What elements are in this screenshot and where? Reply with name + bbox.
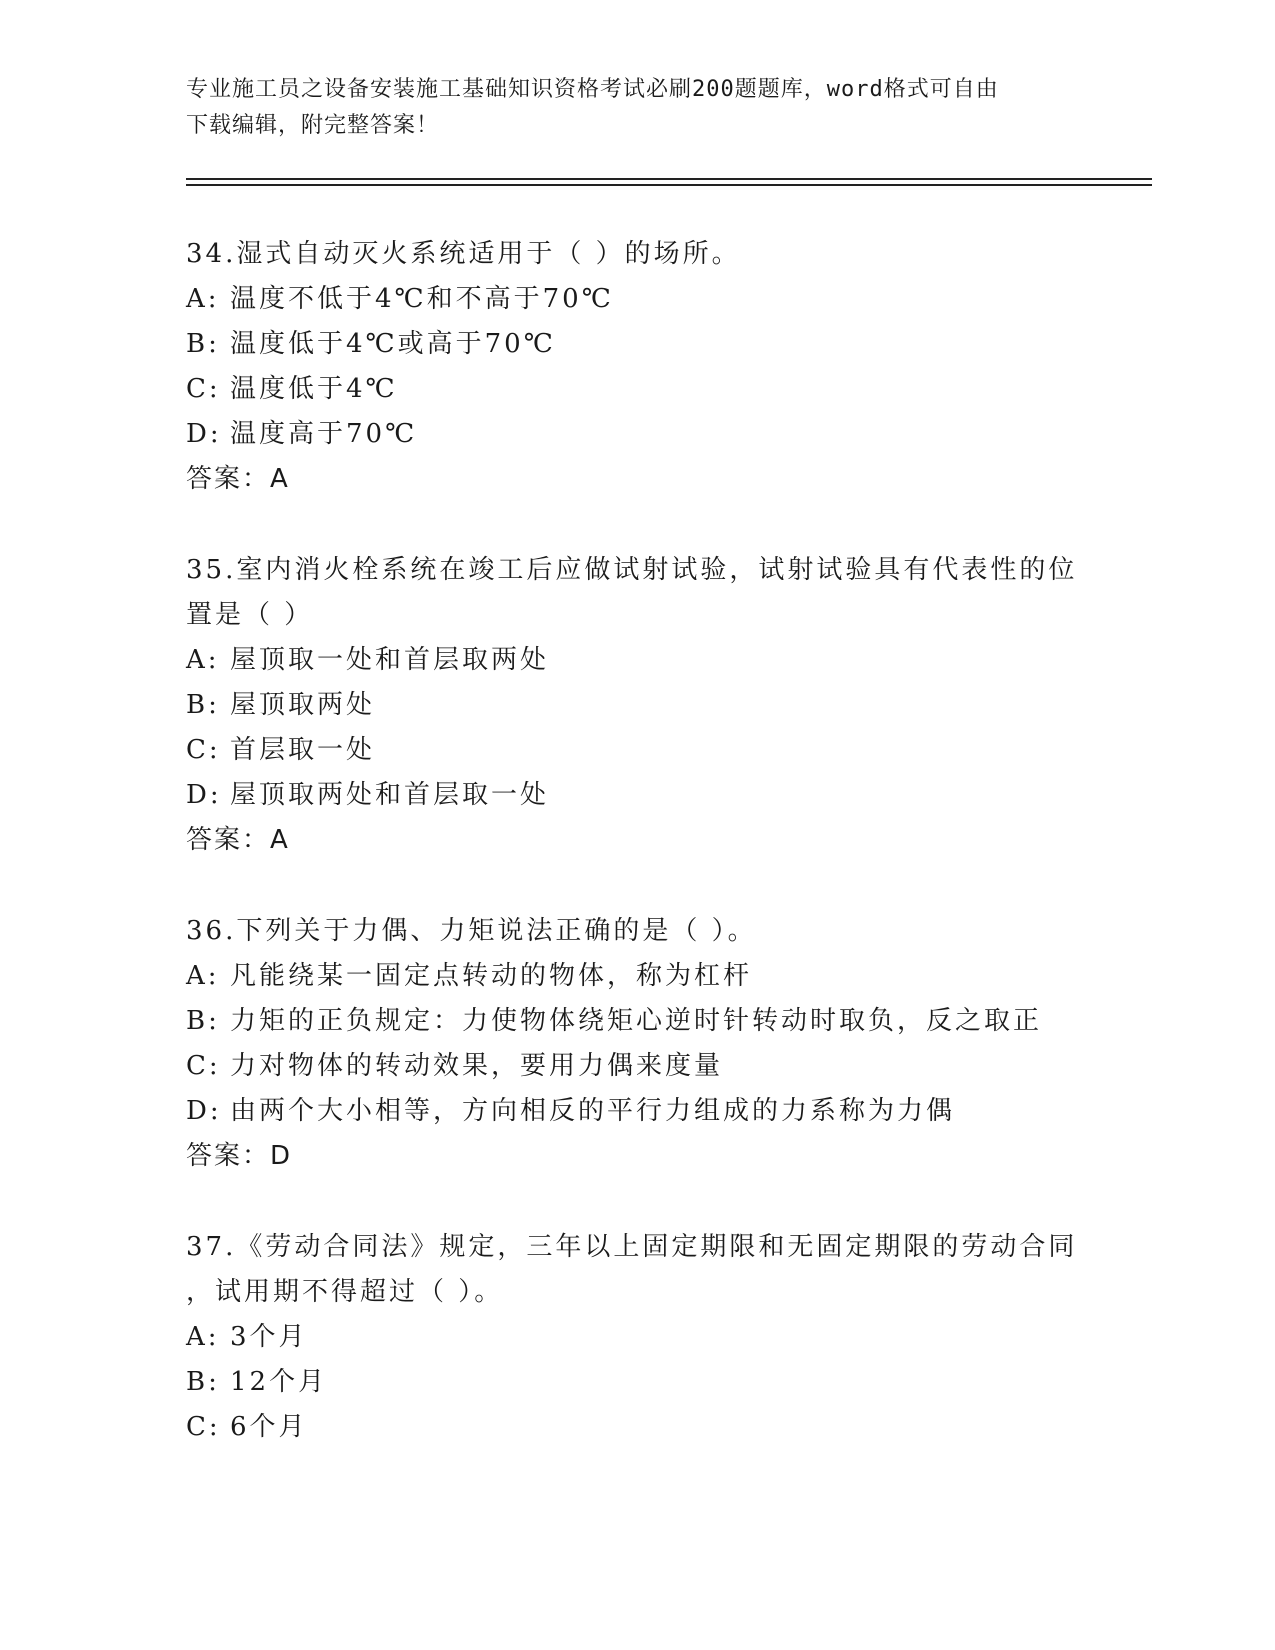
answer-line: 答案：A (186, 464, 290, 494)
option-letter: D: (186, 1096, 222, 1126)
option-d (186, 773, 1086, 818)
header-line-2: 下载编辑，附完整答案！ (186, 113, 440, 138)
option-text: 屋顶取两处 (230, 690, 376, 720)
option-d (186, 412, 1086, 457)
option-b (186, 1360, 1086, 1405)
option-a (186, 638, 1086, 683)
header-divider-bottom (186, 184, 1152, 186)
question-stem-line-2: ，试用期不得超过（ ）。 (186, 1277, 504, 1307)
option-text: 6个月 (230, 1412, 308, 1442)
option-d (186, 1089, 1086, 1134)
document-header (186, 72, 1066, 144)
option-letter: A: (186, 961, 220, 991)
option-text: 温度低于4℃或高于70℃ (230, 329, 556, 359)
option-text: 温度高于70℃ (230, 419, 418, 449)
option-letter: A: (186, 1322, 220, 1352)
question-stem-line-1: 35.室内消火栓系统在竣工后应做试射试验，试射试验具有代表性的位 (186, 555, 1078, 585)
question-36 (186, 909, 1086, 1179)
option-b (186, 683, 1086, 728)
option-letter: A: (186, 645, 220, 675)
question-35 (186, 548, 1086, 863)
option-letter: B: (186, 690, 220, 720)
option-letter: D: (186, 419, 222, 449)
option-text: 力对物体的转动效果，要用力偶来度量 (230, 1051, 724, 1081)
option-text: 屋顶取两处和首层取一处 (230, 780, 550, 810)
option-letter: D: (186, 780, 222, 810)
option-letter: B: (186, 1006, 220, 1036)
option-letter: C: (186, 1412, 221, 1442)
question-34 (186, 232, 1086, 502)
option-c (186, 1044, 1086, 1089)
option-letter: C: (186, 374, 221, 404)
option-text: 由两个大小相等，方向相反的平行力组成的力系称为力偶 (230, 1096, 956, 1126)
option-text: 12个月 (230, 1367, 328, 1397)
question-list (186, 232, 1086, 1496)
header-divider-top (186, 178, 1152, 180)
option-text: 温度低于4℃ (230, 374, 398, 404)
option-text: 首层取一处 (230, 735, 376, 765)
option-letter: C: (186, 1051, 221, 1081)
option-c (186, 367, 1086, 412)
option-letter: A: (186, 284, 220, 314)
question-stem-line-2: 置是（ ） (186, 600, 314, 630)
option-a (186, 277, 1086, 322)
option-text: 屋顶取一处和首层取两处 (230, 645, 550, 675)
answer-line: 答案：D (186, 1141, 293, 1171)
option-a (186, 954, 1086, 999)
question-stem: 34.湿式自动灭火系统适用于（ ）的场所。 (186, 239, 741, 269)
option-c (186, 1405, 1086, 1450)
option-c (186, 728, 1086, 773)
answer-line: 答案：A (186, 825, 290, 855)
option-a (186, 1315, 1086, 1360)
option-letter: C: (186, 735, 221, 765)
question-stem-line-1: 37.《劳动合同法》规定，三年以上固定期限和无固定期限的劳动合同 (186, 1232, 1078, 1262)
question-37 (186, 1225, 1086, 1450)
option-text: 3个月 (230, 1322, 308, 1352)
option-text: 力矩的正负规定：力使物体绕矩心逆时针转动时取负，反之取正 (230, 1006, 1043, 1036)
option-letter: B: (186, 1367, 220, 1397)
option-b (186, 999, 1086, 1044)
question-stem: 36.下列关于力偶、力矩说法正确的是（ ）。 (186, 916, 757, 946)
header-line-1: 专业施工员之设备安装施工基础知识资格考试必刷200题题库，word格式可自由 (186, 77, 999, 102)
option-text: 凡能绕某一固定点转动的物体，称为杠杆 (230, 961, 753, 991)
option-letter: B: (186, 329, 220, 359)
option-text: 温度不低于4℃和不高于70℃ (230, 284, 614, 314)
option-b (186, 322, 1086, 367)
